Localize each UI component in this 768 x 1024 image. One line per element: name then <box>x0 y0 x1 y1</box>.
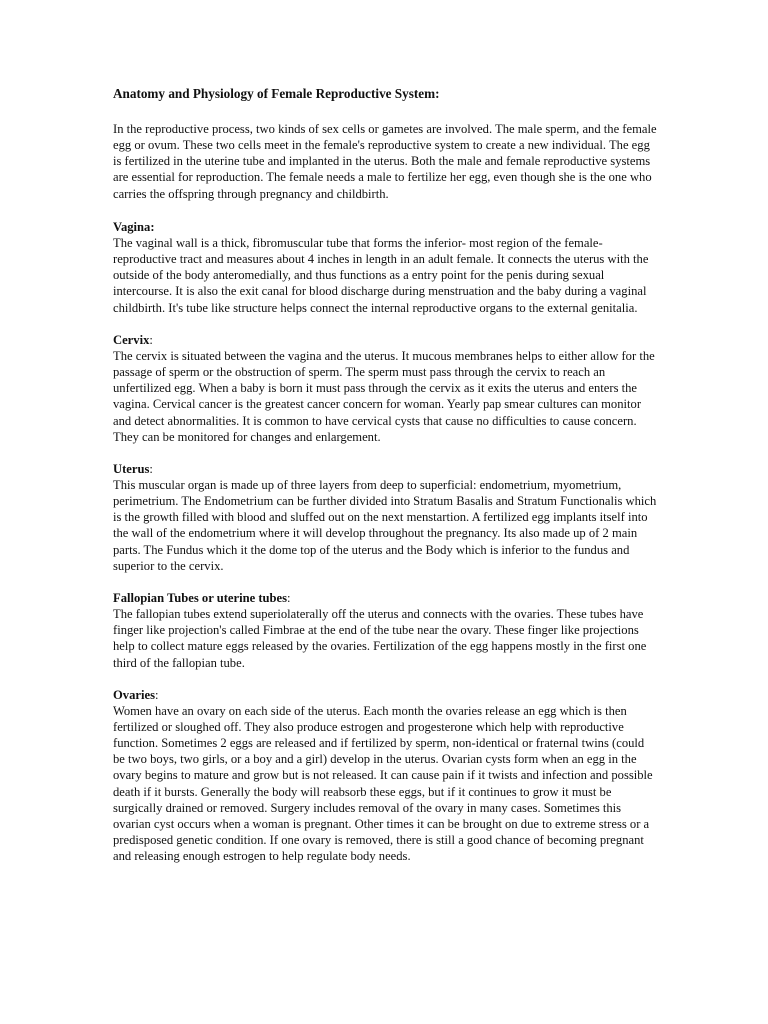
section-heading-line <box>113 590 659 606</box>
section-ovaries <box>113 687 659 865</box>
section-heading-colon: : <box>149 332 153 347</box>
section-heading: Fallopian Tubes or uterine tubes <box>113 590 288 605</box>
section-heading: Cervix <box>113 332 150 347</box>
section-cervix <box>113 332 659 445</box>
section-heading-colon: : <box>287 590 291 605</box>
document-page <box>113 86 659 880</box>
section-heading-colon: : <box>154 687 159 702</box>
intro-paragraph: In the reproductive process, two kinds of sex cells or gametes are involved. The male sperm, and the female egg or ovum. These two cells meet in the female's reproductive system to create a new individual. The egg is fertilized in the uterine tube and implanted in the uterus. Both the male and female reproductive systems are essential for reproduction. The female needs a male to fertilize her egg, even though she is the one who carries the offspring through pregnancy and childbirth. <box>113 122 657 201</box>
section-body: The vaginal wall is a thick, fibromuscular tube that forms the inferior- most region of the female-reproductive tract and measures about 4 inches in length in an adult female. It connects the uterus with the outside of the body anteromedially, and thus functions as a entry point for the penis during sexual intercourse. It is also the exit canal for blood discharge during menstruation and the baby during a vaginal childbirth. It's tube like structure helps connect the internal reproductive organs to the external genitalia. <box>113 235 649 315</box>
section-vagina <box>113 219 659 316</box>
section-heading-line <box>113 687 659 703</box>
section-heading: Uterus <box>113 461 150 476</box>
section-body: This muscular organ is made up of three layers from deep to superficial: endometrium, myometrium, perimetrium. The Endometrium can be further divided into Stratum Basalis and Stratum Functionalis which is the growth filled with blood and sluffed out on the next menstartion. A fertilized egg implants itself into the wall of the endometrium where it will develop throughout the pregnancy. Its also made up of 2 main parts. The Fundus which it the dome top of the uterus and the Body which is inferior to the fundus and superior to the cervix. <box>113 477 657 573</box>
section-heading-line <box>113 332 659 348</box>
section-heading-line <box>113 219 659 235</box>
section-heading-line <box>113 461 659 477</box>
section-body: Women have an ovary on each side of the uterus. Each month the ovaries release an egg which is then fertilized or sloughed off. They also produce estrogen and progesterone which help with reproductive function. Sometimes 2 eggs are released and if fertilized by sperm, non-identical or fraternal twins (could be two boys, two girls, or a boy and a girl) develop in the uterus. Ovarian cysts form when an egg in the ovary begins to mature and grow but is not released. It can cause pain if it twists and infection and possible death if it bursts. Generally the body will reabsorb these eggs, but if it continues to grow it must be surgically drained or removed. Surgery includes removal of the ovary in many cases. Sometimes this ovarian cyst occurs when a woman is pregnant. Other times it can be brought on due to extreme stress or a predisposed genetic condition. If one ovary is removed, there is still a good chance of becoming pregnant and releasing enough estrogen to help regulate body needs. <box>113 703 653 864</box>
document-title: Anatomy and Physiology of Female Reproductive System: <box>113 86 440 101</box>
section-heading: Ovaries <box>113 687 155 702</box>
section-fallopian-tubes <box>113 590 659 671</box>
section-heading-colon: : <box>149 461 153 476</box>
section-body: The fallopian tubes extend superiolaterally off the uterus and connects with the ovaries. These tubes have finger like projection's called Fimbrae at the end of the tube near the ovary. These finger like projections help to collect mature eggs released by the ovaries. Fertilization of the egg happens mostly in the first one third of the fallopian tube. <box>113 607 647 670</box>
section-body: The cervix is situated between the vagina and the uterus. It mucous membranes helps to either allow for the passage of sperm or the obstruction of sperm. The sperm must pass through the cervix to reach an unfertilized egg. When a baby is born it must pass through the cervix as it exits the uterus and enters the vagina. Cervical cancer is the greatest cancer concern for woman. Yearly pap smear cultures can monitor and detect abnormalities. It is common to have cervical cysts that cause no difficulties to cause concern. They can be monitored for changes and enlargement. <box>113 348 655 444</box>
section-uterus <box>113 461 659 574</box>
section-heading: Vagina: <box>113 219 155 234</box>
